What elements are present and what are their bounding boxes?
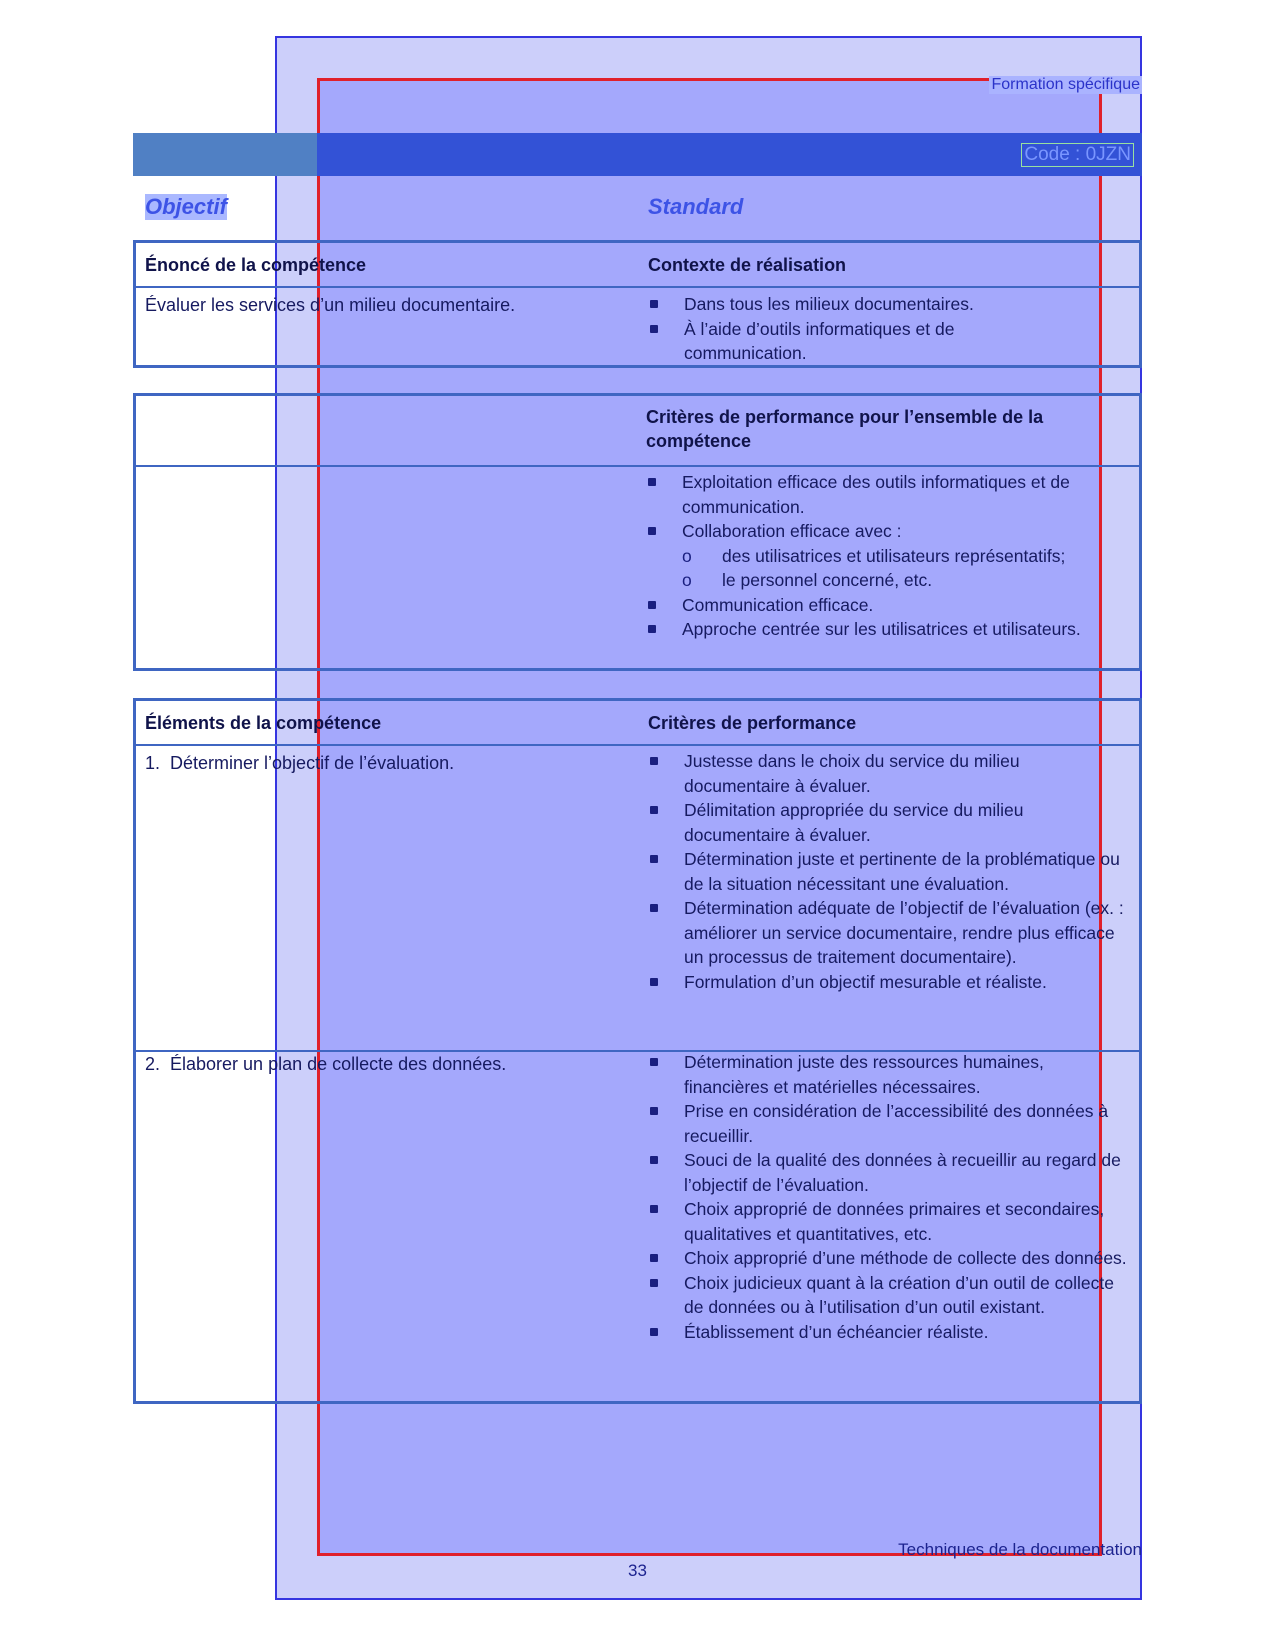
program-header: Formation spécifique bbox=[991, 76, 1140, 93]
footer-program-name: Techniques de la documentation bbox=[898, 1540, 1142, 1559]
list-item: Détermination adéquate de l’objectif de l’évaluation (ex. : améliorer un service documentaire, rendre plus efficace un processus de traitement documentaire). bbox=[648, 896, 1128, 970]
list-item: Collaboration efficace avec : bbox=[646, 519, 1126, 544]
sub-bullet-marker: o bbox=[682, 570, 692, 590]
bullet-icon bbox=[650, 757, 658, 765]
performance-ensemble-list bbox=[646, 470, 1126, 642]
list-item: Souci de la qualité des données à recueillir au regard de l’objectif de l’évaluation. bbox=[648, 1148, 1128, 1197]
element-2-criteria bbox=[648, 1050, 1128, 1344]
code-band bbox=[133, 133, 1142, 176]
sub-bullet-marker: o bbox=[682, 545, 692, 566]
bullet-icon bbox=[650, 1328, 658, 1336]
list-item: Délimitation appropriée du service du milieu documentaire à évaluer. bbox=[648, 798, 1128, 847]
enonce-title: Énoncé de la compétence bbox=[145, 255, 367, 275]
code-band-left bbox=[133, 133, 317, 176]
performance-ensemble-title: Critères de performance pour l’ensemble de la compétence bbox=[646, 407, 1044, 451]
list-item: Justesse dans le choix du service du milieu documentaire à évaluer. bbox=[648, 749, 1128, 798]
bullet-icon bbox=[648, 625, 656, 633]
list-item: Prise en considération de l’accessibilité des données à recueillir. bbox=[648, 1099, 1128, 1148]
element-1-criteria bbox=[648, 749, 1128, 994]
list-item: Dans tous les milieux documentaires. bbox=[648, 292, 1048, 317]
bullet-icon bbox=[650, 1107, 658, 1115]
criteria-title: Critères de performance bbox=[648, 713, 857, 733]
bullet-icon bbox=[648, 527, 656, 535]
list-item: Détermination juste et pertinente de la problématique ou de la situation nécessitant une évaluation. bbox=[648, 847, 1128, 896]
list-item: Choix approprié de données primaires et secondaires, qualitatives et quantitatives, etc. bbox=[648, 1197, 1128, 1246]
bullet-icon bbox=[650, 300, 658, 308]
bullet-icon bbox=[650, 1058, 658, 1066]
sub-list-item: o le personnel concerné, etc. bbox=[646, 568, 1126, 593]
list-item: Établissement d’un échéancier réaliste. bbox=[648, 1320, 1128, 1345]
list-item: À l’aide d’outils informatiques et de communication. bbox=[648, 317, 1048, 366]
bullet-icon bbox=[650, 855, 658, 863]
list-item: Choix approprié d’une méthode de collecte des données. bbox=[648, 1246, 1128, 1271]
bullet-icon bbox=[650, 904, 658, 912]
elements-title: Éléments de la compétence bbox=[145, 713, 382, 733]
sub-list-item: o des utilisatrices et utilisateurs représentatifs; bbox=[646, 544, 1126, 569]
page-number: 33 bbox=[628, 1561, 647, 1580]
objectif-heading: Objectif bbox=[145, 194, 227, 219]
bullet-icon bbox=[648, 601, 656, 609]
bullet-icon bbox=[650, 1254, 658, 1262]
bullet-icon bbox=[650, 325, 658, 333]
list-item: Choix judicieux quant à la création d’un outil de collecte de données ou à l’utilisation d’un outil existant. bbox=[648, 1271, 1128, 1320]
element-1: 1. Déterminer l’objectif de l’évaluation. bbox=[145, 753, 455, 773]
list-item: Détermination juste des ressources humaines, financières et matérielles nécessaires. bbox=[648, 1050, 1128, 1099]
bullet-icon bbox=[650, 1156, 658, 1164]
competence-box-divider bbox=[136, 286, 1139, 288]
standard-heading: Standard bbox=[648, 194, 744, 219]
element-2: 2. Élaborer un plan de collecte des données. bbox=[145, 1054, 507, 1074]
bullet-icon bbox=[648, 478, 656, 486]
bullet-icon bbox=[650, 1205, 658, 1213]
contexte-title: Contexte de réalisation bbox=[648, 255, 847, 275]
list-item: Approche centrée sur les utilisatrices et utilisateurs. bbox=[646, 617, 1126, 642]
performance-ensemble-divider bbox=[136, 465, 1139, 467]
list-item: Exploitation efficace des outils informatiques et de communication. bbox=[646, 470, 1126, 519]
bullet-icon bbox=[650, 806, 658, 814]
list-item: Communication efficace. bbox=[646, 593, 1126, 618]
list-item: Formulation d’un objectif mesurable et réaliste. bbox=[648, 970, 1128, 995]
contexte-list bbox=[648, 292, 1048, 366]
bullet-icon bbox=[650, 978, 658, 986]
elements-header-divider bbox=[136, 744, 1139, 746]
bullet-icon bbox=[650, 1279, 658, 1287]
enonce-text: Évaluer les services d’un milieu documentaire. bbox=[145, 295, 516, 315]
competency-code: Code : 0JZN bbox=[1021, 143, 1134, 167]
